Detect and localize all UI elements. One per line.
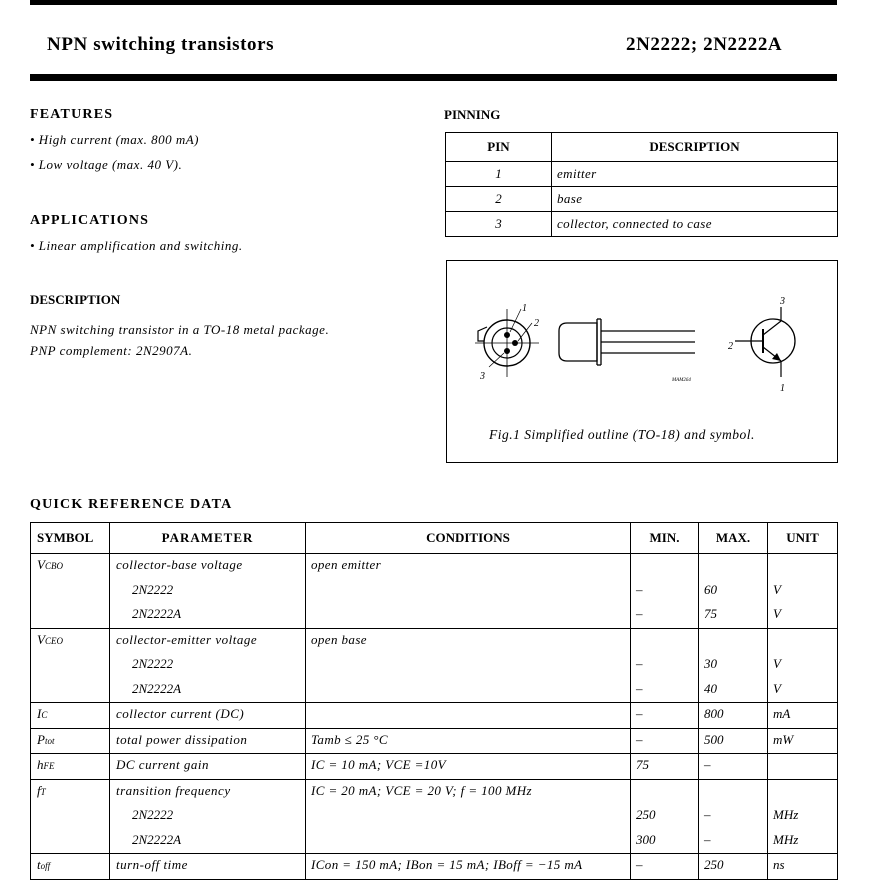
conditions-text: open emitter xyxy=(311,557,382,572)
conditions-cell xyxy=(306,554,631,629)
unit-value: V xyxy=(773,680,781,696)
symbol-main: h xyxy=(37,757,44,772)
table-row xyxy=(31,728,838,754)
figure-box xyxy=(446,260,838,463)
parameter-cell xyxy=(110,779,306,854)
unit-cell xyxy=(768,728,838,754)
max-cell xyxy=(699,554,768,629)
symbol-label-1: 1 xyxy=(780,383,785,394)
applications-heading: APPLICATIONS xyxy=(30,213,150,228)
symbol-cell xyxy=(31,554,110,629)
pin-description: collector, connected to case xyxy=(552,212,838,237)
max-cell xyxy=(699,628,768,703)
parameter-cell xyxy=(110,754,306,780)
symbol-text xyxy=(31,629,109,654)
table-row xyxy=(31,703,838,729)
feature-item: • High current (max. 800 mA) xyxy=(30,132,199,147)
unit-value: V xyxy=(773,656,781,671)
description-line: NPN switching transistor in a TO-18 metal package. xyxy=(30,322,330,337)
max-value: 75 xyxy=(704,606,717,621)
conditions-text: ICon = 150 mA; IBon = 15 mA; IBoff = −15 mA xyxy=(311,857,583,872)
symbol-text xyxy=(31,854,109,879)
symbol-subscript: tot xyxy=(44,735,55,746)
unit-value xyxy=(768,629,837,654)
parameter-column-header: PARAMETER xyxy=(110,523,306,554)
document-title: NPN switching transistors xyxy=(47,34,275,55)
symbol-cell xyxy=(31,728,110,754)
application-item: • Linear amplification and switching. xyxy=(30,238,243,253)
symbol-label-2: 2 xyxy=(728,341,733,352)
parameter-cell xyxy=(110,554,306,629)
conditions-text xyxy=(306,603,630,628)
conditions-cell xyxy=(306,854,631,880)
table-row xyxy=(31,754,838,780)
symbol-text xyxy=(31,554,109,579)
pinning-heading: PINNING xyxy=(444,107,501,122)
unit-value: MHz xyxy=(773,831,799,847)
max-cell xyxy=(699,703,768,729)
conditions-text: IC = 20 mA; VCE = 20 V; f = 100 MHz xyxy=(311,782,532,798)
min-value: 75 xyxy=(636,757,649,772)
unit-value xyxy=(768,754,837,779)
max-value: 30 xyxy=(704,656,717,671)
max-cell xyxy=(699,754,768,780)
min-value: – xyxy=(636,656,643,671)
conditions-cell xyxy=(306,628,631,703)
min-value: 250 xyxy=(636,807,656,822)
parameter-text: transition frequency xyxy=(116,782,231,798)
symbol-subscript: C xyxy=(41,710,48,720)
parameter-text: collector current (DC) xyxy=(116,706,245,721)
conditions-text: open base xyxy=(311,631,367,647)
conditions-text: Tamb ≤ 25 °C xyxy=(311,731,388,747)
parameter-cell xyxy=(110,728,306,754)
parameter-cell xyxy=(110,854,306,880)
figure-caption: Fig.1 Simplified outline (TO-18) and symbol. xyxy=(489,427,755,442)
figure-code: MAM264 xyxy=(672,378,691,383)
parameter-text: 2N2222A xyxy=(132,680,182,696)
pin-number: 2 xyxy=(446,187,552,212)
symbol-cell xyxy=(31,854,110,880)
symbol-cell xyxy=(31,628,110,703)
pin-description: emitter xyxy=(552,162,838,187)
parameter-cell xyxy=(110,703,306,729)
unit-value: V xyxy=(773,581,781,597)
conditions-text xyxy=(306,678,630,703)
min-cell xyxy=(631,754,699,780)
max-cell xyxy=(699,854,768,880)
symbol-main: f xyxy=(37,782,41,798)
top-rule xyxy=(30,0,837,5)
parameter-text: 2N2222A xyxy=(132,606,182,621)
pinning-table xyxy=(445,132,838,237)
description-column-header: DESCRIPTION xyxy=(552,133,838,162)
unit-value: ns xyxy=(773,857,785,872)
symbol-cell xyxy=(31,703,110,729)
side-view-icon xyxy=(559,319,695,365)
parameter-text: 2N2222 xyxy=(132,581,174,597)
max-value: 60 xyxy=(704,581,717,597)
symbol-text xyxy=(31,729,109,754)
part-numbers: 2N2222; 2N2222A xyxy=(626,34,783,55)
unit-column-header: UNIT xyxy=(768,523,838,554)
min-value: – xyxy=(636,680,643,696)
feature-item: • Low voltage (max. 40 V). xyxy=(30,157,183,172)
parameter-text: DC current gain xyxy=(116,757,209,772)
max-value: – xyxy=(704,757,711,772)
min-cell xyxy=(631,703,699,729)
min-value: – xyxy=(636,706,643,721)
unit-value: V xyxy=(773,606,781,621)
min-value: – xyxy=(636,581,643,597)
header-bottom-rule xyxy=(30,74,837,81)
conditions-text xyxy=(306,804,630,829)
symbol-cell xyxy=(31,754,110,780)
outline-label-2: 2 xyxy=(534,318,539,329)
max-cell xyxy=(699,779,768,854)
unit-cell xyxy=(768,754,838,780)
pin-number: 3 xyxy=(446,212,552,237)
parameter-text: 2N2222A xyxy=(132,831,182,847)
conditions-text: IC = 10 mA; VCE =10V xyxy=(311,757,446,772)
max-value xyxy=(699,780,767,805)
max-value xyxy=(699,554,767,579)
table-row xyxy=(31,554,838,629)
conditions-cell xyxy=(306,754,631,780)
npn-transistor-symbol-icon xyxy=(735,307,795,377)
conditions-text xyxy=(306,829,630,854)
max-value: 800 xyxy=(704,706,724,721)
symbol-subscript: FE xyxy=(43,761,55,771)
min-cell xyxy=(631,728,699,754)
symbol-subscript: T xyxy=(40,786,46,797)
description-line: PNP complement: 2N2907A. xyxy=(30,343,193,358)
description-heading: DESCRIPTION xyxy=(30,292,121,307)
pin-description: base xyxy=(552,187,838,212)
symbol-cell xyxy=(31,779,110,854)
min-value: – xyxy=(636,606,643,621)
symbol-text xyxy=(31,754,109,779)
unit-cell xyxy=(768,854,838,880)
parameter-text: 2N2222 xyxy=(132,656,174,671)
max-value: – xyxy=(704,807,711,822)
table-row xyxy=(31,628,838,703)
max-column-header: MAX. xyxy=(699,523,768,554)
table-row xyxy=(446,162,838,187)
pin-column-header: PIN xyxy=(446,133,552,162)
parameter-text: 2N2222 xyxy=(132,807,174,822)
max-value: – xyxy=(704,831,711,847)
min-cell xyxy=(631,554,699,629)
min-value: 300 xyxy=(636,831,656,847)
parameter-text: collector-base voltage xyxy=(116,557,243,572)
min-column-header: MIN. xyxy=(631,523,699,554)
table-row xyxy=(446,212,838,237)
symbol-main: V xyxy=(37,557,45,572)
symbol-subscript: CBO xyxy=(44,561,63,571)
symbol-main: V xyxy=(37,631,45,647)
min-value xyxy=(631,629,698,654)
symbol-main: t xyxy=(37,857,41,872)
symbol-text xyxy=(31,703,109,728)
unit-value: mA xyxy=(773,706,791,721)
max-value: 40 xyxy=(704,680,717,696)
symbol-column-header: SYMBOL xyxy=(31,523,110,554)
max-value: 500 xyxy=(704,731,724,747)
parameter-cell xyxy=(110,628,306,703)
conditions-cell xyxy=(306,779,631,854)
symbol-label-3: 3 xyxy=(780,296,785,307)
symbol-main: P xyxy=(37,731,45,747)
outline-label-3: 3 xyxy=(480,371,485,382)
unit-cell xyxy=(768,554,838,629)
min-value: – xyxy=(636,731,643,747)
table-row xyxy=(31,854,838,880)
table-row xyxy=(446,187,838,212)
conditions-column-header: CONDITIONS xyxy=(306,523,631,554)
max-value: 250 xyxy=(704,857,724,872)
parameter-text: turn-off time xyxy=(116,857,188,872)
unit-value: MHz xyxy=(773,807,799,822)
pin-number: 1 xyxy=(446,162,552,187)
outline-label-1: 1 xyxy=(522,303,527,314)
max-cell xyxy=(699,728,768,754)
parameter-text: collector-emitter voltage xyxy=(116,631,258,647)
conditions-cell xyxy=(306,703,631,729)
bottom-view-icon xyxy=(475,309,539,377)
unit-value: mW xyxy=(773,731,794,747)
unit-cell xyxy=(768,628,838,703)
symbol-subscript: CEO xyxy=(44,635,63,646)
min-cell xyxy=(631,628,699,703)
min-value: – xyxy=(636,857,643,872)
unit-value xyxy=(768,780,837,805)
unit-cell xyxy=(768,703,838,729)
min-cell xyxy=(631,854,699,880)
conditions-text xyxy=(306,653,630,678)
min-cell xyxy=(631,779,699,854)
symbol-main: I xyxy=(37,706,42,721)
conditions-cell xyxy=(306,728,631,754)
unit-cell xyxy=(768,779,838,854)
min-value xyxy=(631,780,698,805)
parameter-text: total power dissipation xyxy=(116,731,248,747)
min-value xyxy=(631,554,698,579)
conditions-text xyxy=(306,579,630,604)
max-value xyxy=(699,629,767,654)
symbol-subscript: off xyxy=(40,861,51,871)
quick-reference-table xyxy=(30,522,838,880)
conditions-text xyxy=(306,703,630,728)
features-heading: FEATURES xyxy=(30,107,114,122)
table-row xyxy=(31,779,838,854)
quick-reference-heading: QUICK REFERENCE DATA xyxy=(30,497,233,512)
unit-value xyxy=(768,554,837,579)
symbol-text xyxy=(31,780,109,805)
